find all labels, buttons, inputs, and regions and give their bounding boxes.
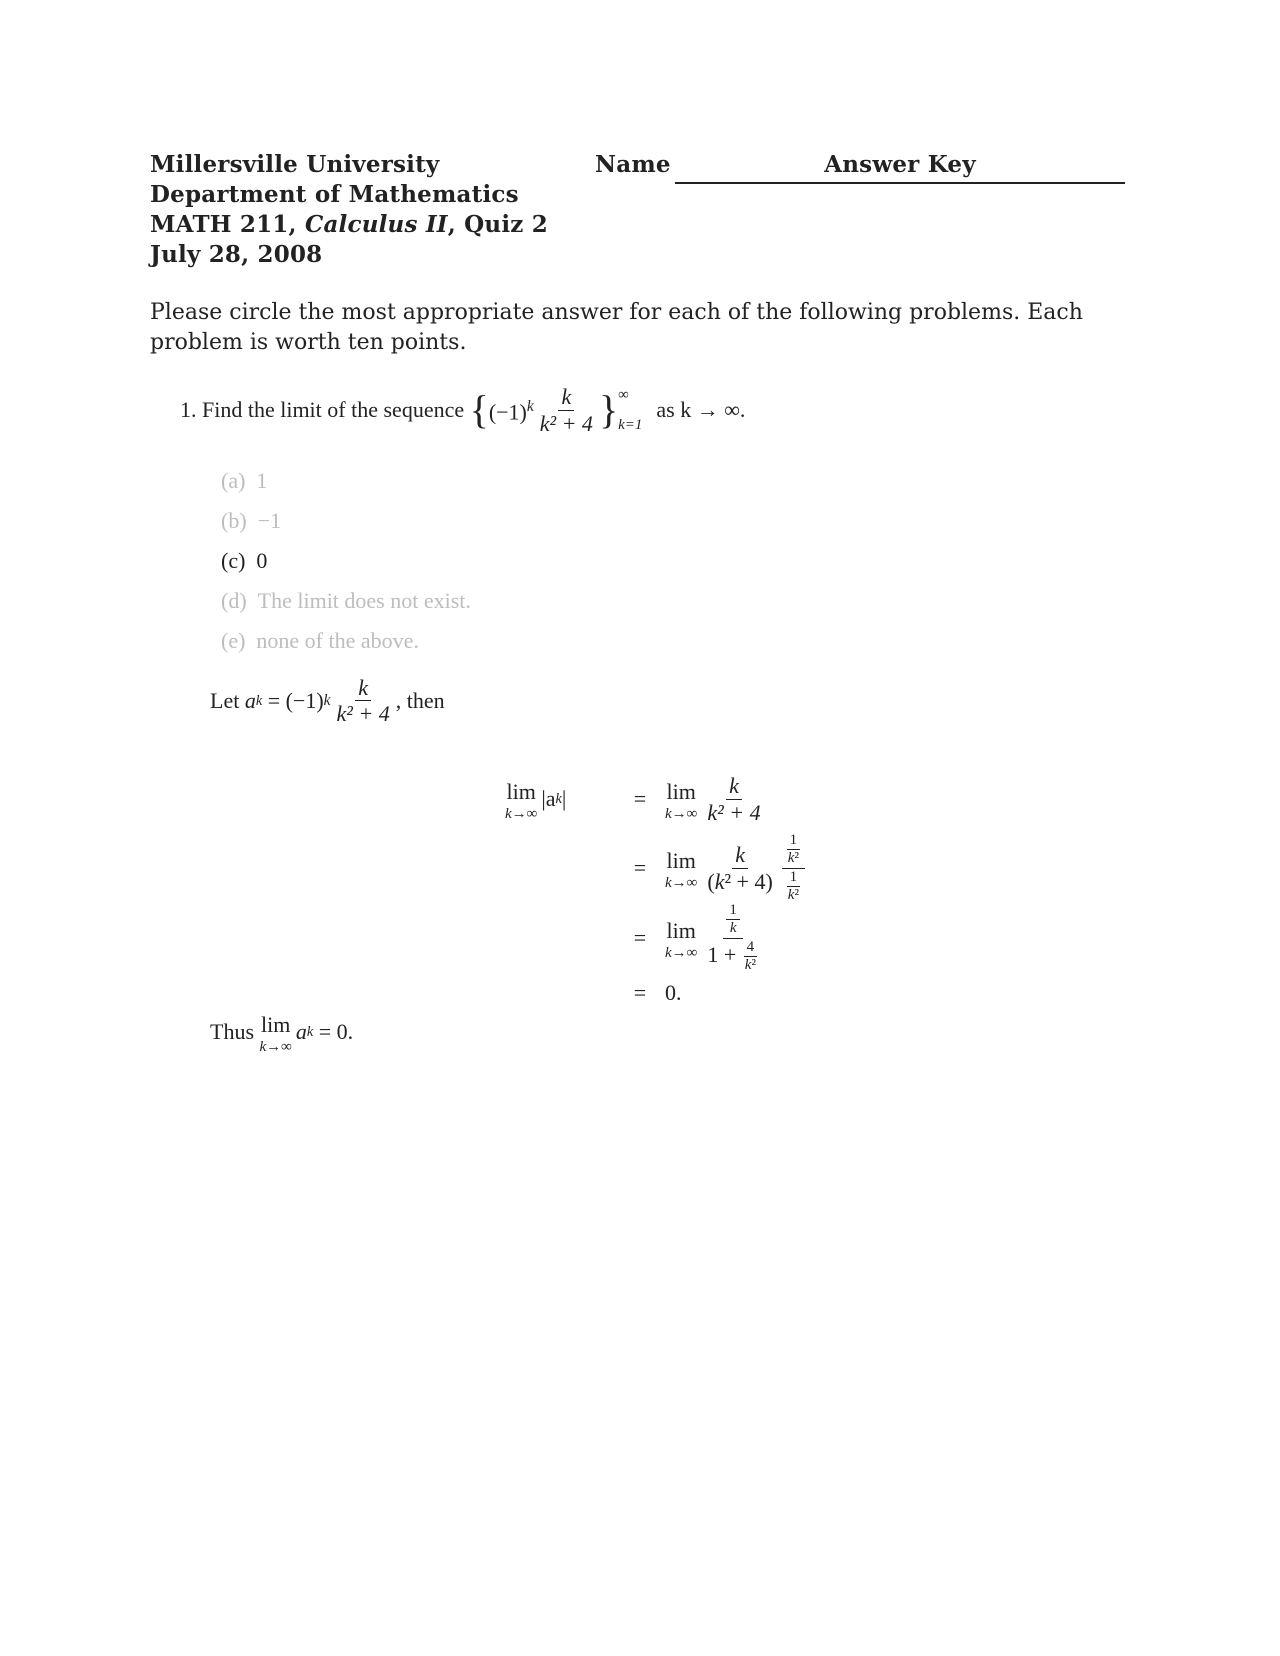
choice-c-selected[interactable]: (c) 0	[221, 548, 268, 573]
derivation-step-1: lim k→∞ |a k | = lim k→∞ $\frac{k}{\text{k² + 4}}$	[505, 773, 761, 825]
problem-1-statement	[180, 380, 745, 440]
let-definition: Let a k = (−1) k $\frac{k}{\text{k² + 4}}$ , then	[210, 675, 445, 727]
sequence-fraction: $\frac{k}{\text{k² + 4}}$	[539, 384, 593, 436]
derivation-step-3: = lim k→∞ $\frac{1}{k}$ 1 + $\frac{4}{\text{k²}}$	[633, 902, 756, 973]
name-value: Answer Key	[824, 151, 976, 178]
course-title: Calculus II	[304, 211, 448, 238]
problem-tail: as k → ∞.	[656, 397, 746, 422]
derivation-step-2: = lim k→∞ $\frac{k}{\text{(k² + 4)}}$ $\frac{\frac{1}{\text{k²}}}{\frac{1}{\text{k²}}}$	[505, 833, 808, 903]
sequence-sign: $(-1)^k$	[488, 398, 534, 425]
lhs: lim k→∞ |a k |	[505, 779, 567, 822]
name-field[interactable]	[675, 150, 1125, 184]
choice-d[interactable]: (d) The limit does not exist.	[221, 588, 471, 613]
derivation	[505, 765, 808, 1013]
choice-list	[221, 466, 471, 666]
course-line: MATH 211, Calculus II, Quiz 2	[150, 211, 548, 238]
header-info	[150, 150, 548, 270]
right-brace: }	[598, 387, 619, 432]
choice-a[interactable]: (a) 1	[221, 468, 268, 493]
derivation-step-4: = 0.	[633, 980, 682, 1005]
choice-e[interactable]: (e) none of the above.	[221, 628, 419, 653]
department-name: Department of Mathematics	[150, 181, 519, 208]
problem-prompt: Find the limit of the sequence	[202, 397, 465, 422]
name-label: Name	[595, 151, 671, 178]
problem-number: 1.	[180, 397, 197, 422]
choice-b[interactable]: (b) −1	[221, 508, 282, 533]
instructions: Please circle the most appropriate answer for each of the following problems. Each problem is worth ten points.	[150, 300, 1083, 355]
definition-fraction: $\frac{k}{\text{k² + 4}}$	[336, 675, 390, 727]
conclusion: Thus lim k→∞ a k = 0.	[210, 1012, 354, 1055]
sequence-indices: ∞ k=1	[618, 387, 643, 433]
quiz-date: July 28, 2008	[150, 241, 323, 268]
left-brace: {	[469, 387, 489, 432]
university-name: Millersville University	[150, 151, 440, 178]
